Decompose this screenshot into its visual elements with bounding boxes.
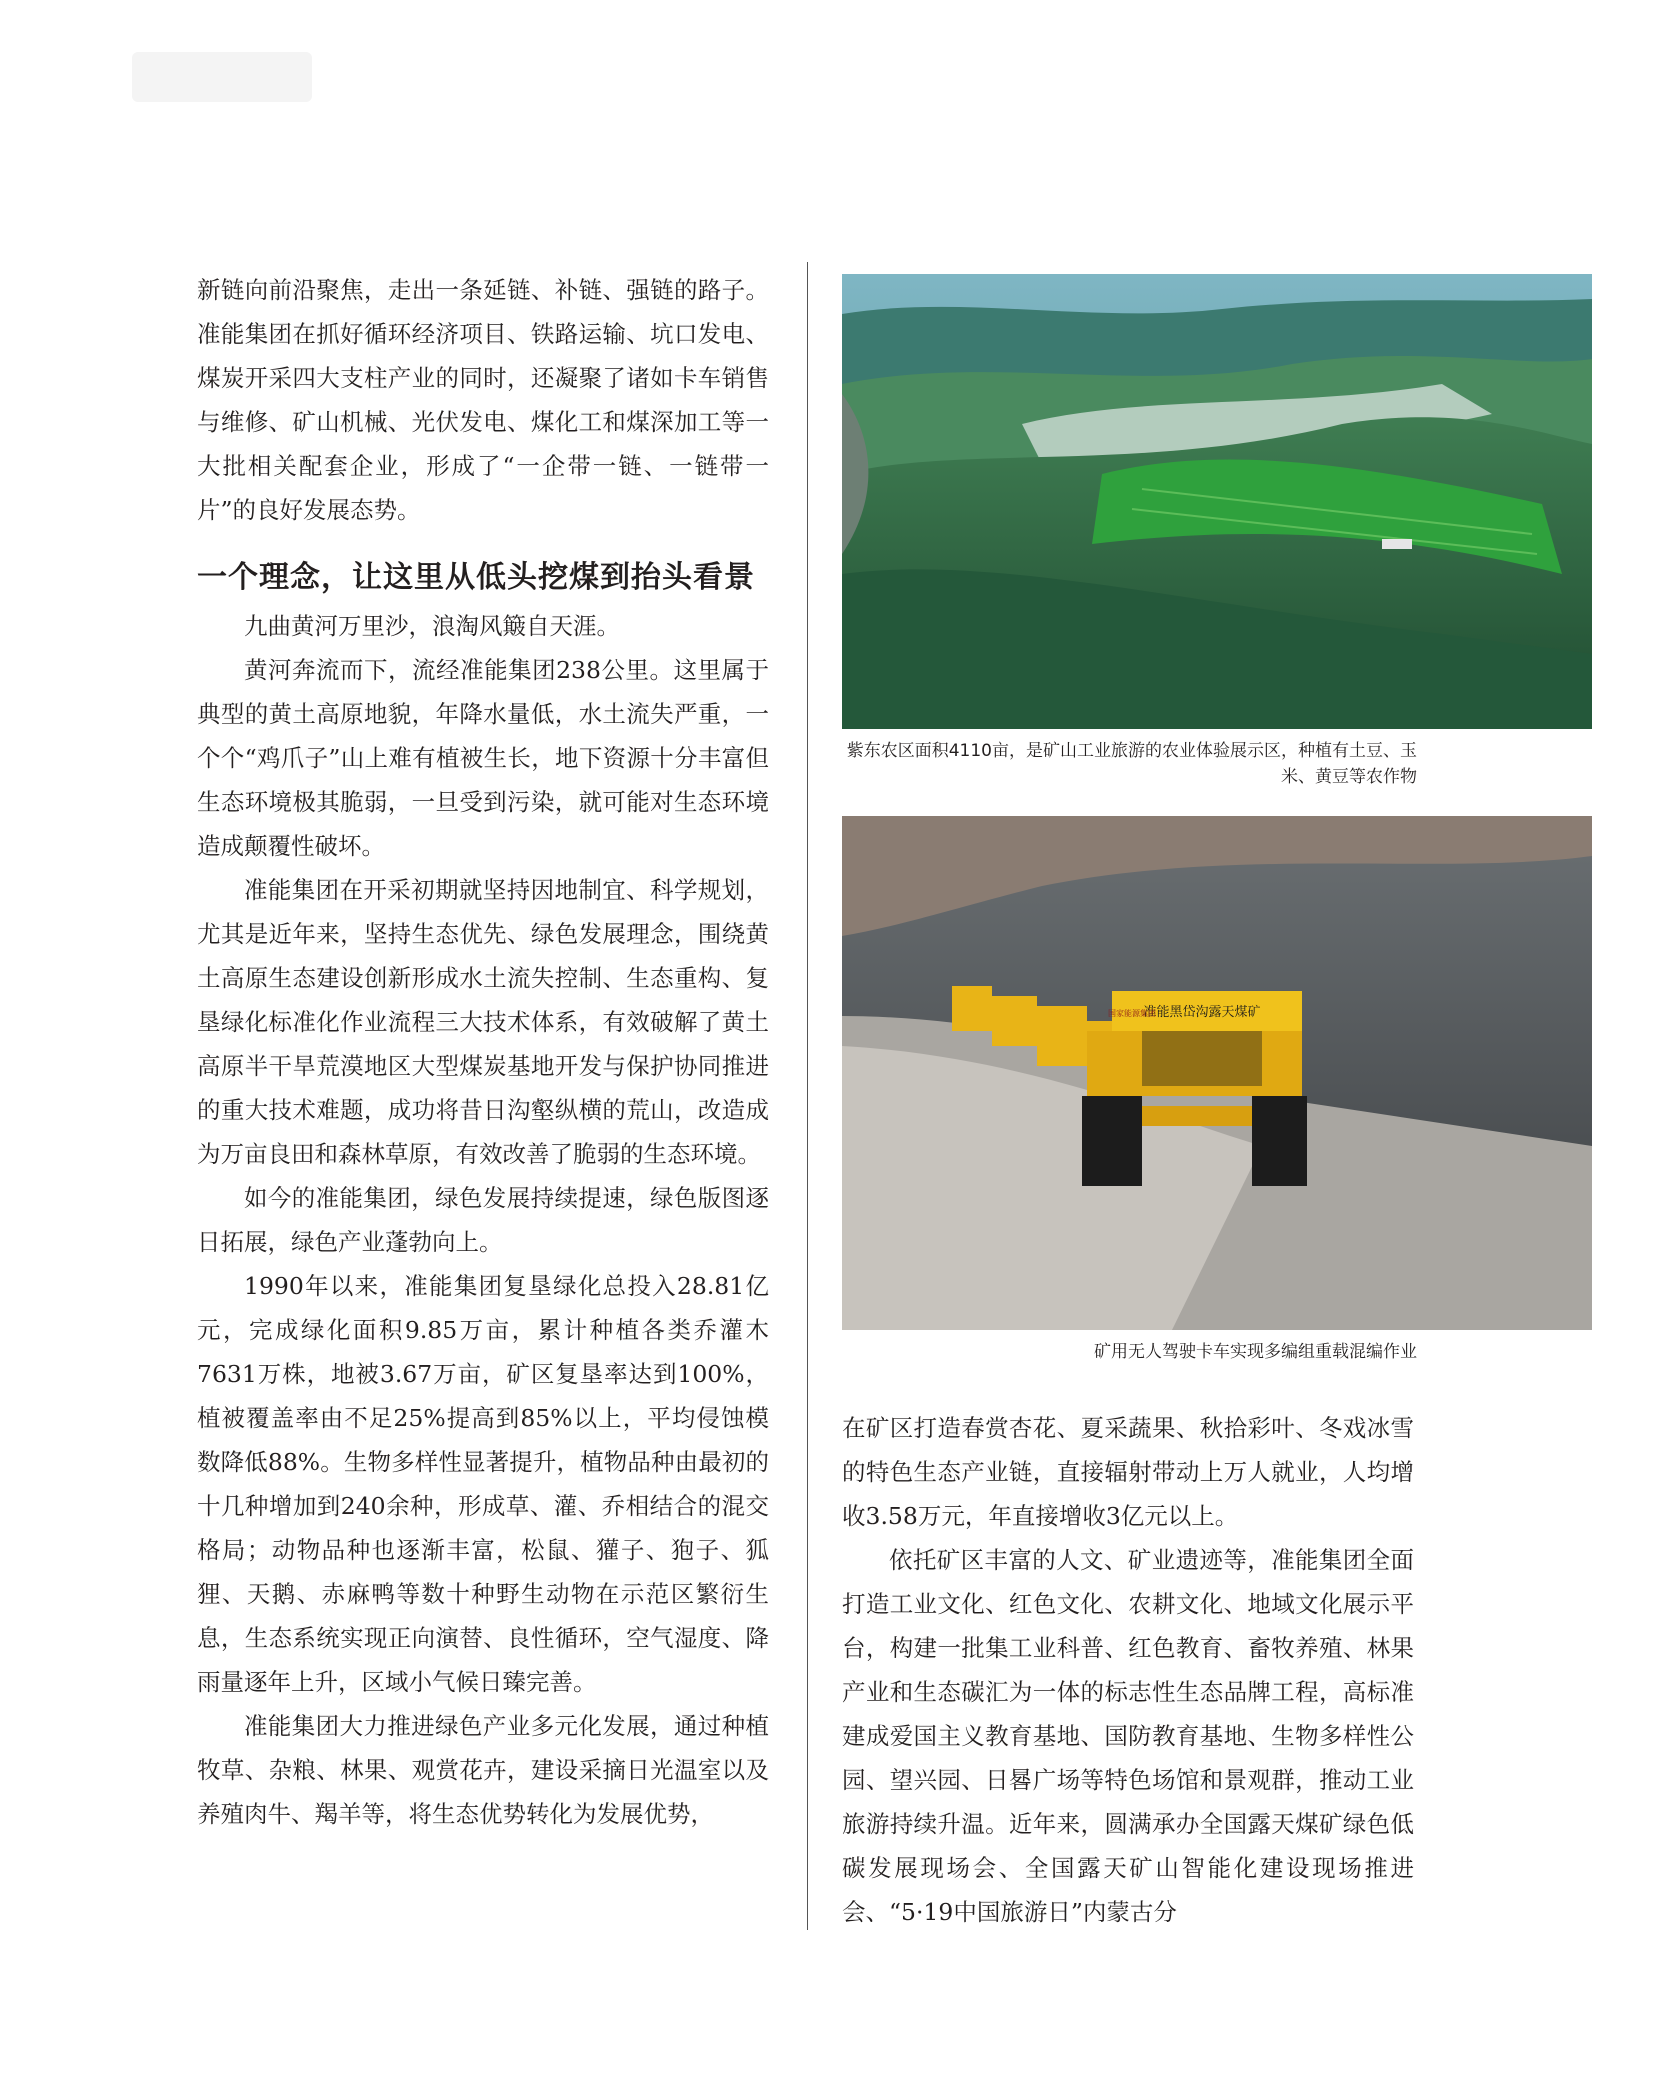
column-divider xyxy=(807,262,808,1930)
farmland-aerial-photo xyxy=(842,274,1592,729)
header-mark xyxy=(132,52,312,102)
truck-sign-text: 准能黑岱沟露天煤矿 xyxy=(1143,1005,1261,1020)
paragraph-8: 依托矿区丰富的人文、矿业遗迹等，准能集团全面打造工业文化、红色文化、农耕文化、地域文化展示平台，构建一批集工业科普、红色教育、畜牧养殖、林果产业和生态碳汇为一体的标志性生态品牌工程，高标准建成爱国主义教育基地、国防教育基地、生物多样性公园、望兴园、日晷广场等特色场馆和景观群，推动工业旅游持续升温。近年来，圆满承办全国露天煤矿绿色低碳发展现场会、全国露天矿山智能化建设现场推进会、“5·19中国旅游日”内蒙古分 xyxy=(842,1546,1414,1926)
paragraph-6: 准能集团大力推进绿色产业多元化发展，通过种植牧草、杂粮、林果、观赏花卉，建设采摘日光温室以及养殖肉牛、羯羊等，将生态优势转化为发展优势， xyxy=(197,1712,769,1828)
paragraph-1: 九曲黄河万里沙，浪淘风簸自天涯。 xyxy=(244,612,620,640)
paragraph-5: 1990年以来，准能集团复垦绿化总投入28.81亿元，完成绿化面积9.85万亩，累计种植各类乔灌木7631万株，地被3.67万亩，矿区复垦率达到100%，植被覆盖率由不足25%提高到85%以上，平均侵蚀模数降低88%。生物多样性显著提升，植物品种由最初的十几种增加到240余种，形成草、灌、乔相结合的混交格局；动物品种也逐渐丰富，松鼠、獾子、狍子、狐狸、天鹅、赤麻鸭等数十种野生动物在示范区繁衍生息，生态系统实现正向演替、良性循环，空气湿度、降雨量逐年上升，区域小气候日臻完善。 xyxy=(197,1272,769,1696)
photo-caption-1: 紫东农区面积4110亩，是矿山工业旅游的农业体验展示区，种植有土豆、玉米、黄豆等农作物 xyxy=(846,741,1417,787)
mining-trucks-photo xyxy=(842,816,1592,1330)
left-column xyxy=(197,268,769,1836)
truck-brand-text: 国家能源集团 xyxy=(1108,1009,1156,1018)
paragraph-3: 准能集团在开采初期就坚持因地制宜、科学规划，尤其是近年来，坚持生态优先、绿色发展理念，围绕黄土高原生态建设创新形成水土流失控制、生态重构、复垦绿化标准化作业流程三大技术体系，有效破解了黄土高原半干旱荒漠地区大型煤炭基地开发与保护协同推进的重大技术难题，成功将昔日沟壑纵横的荒山，改造成为万亩良田和森林草原，有效改善了脆弱的生态环境。 xyxy=(197,876,769,1168)
section-heading: 一个理念，让这里从低头挖煤到抬头看景 xyxy=(197,560,755,595)
paragraph-7: 在矿区打造春赏杏花、夏采蔬果、秋拾彩叶、冬戏冰雪的特色生态产业链，直接辐射带动上万人就业，人均增收3.58万元，年直接增收3亿元以上。 xyxy=(842,1414,1414,1530)
right-column-text xyxy=(842,1406,1414,1934)
intro-paragraph: 新链向前沿聚焦，走出一条延链、补链、强链的路子。准能集团在抓好循环经济项目、铁路运输、坑口发电、煤炭开采四大支柱产业的同时，还凝聚了诸如卡车销售与维修、矿山机械、光伏发电、煤化工和煤深加工等一大批相关配套企业，形成了“一企带一链、一链带一片”的良好发展态势。 xyxy=(197,276,769,524)
paragraph-4: 如今的准能集团，绿色发展持续提速，绿色版图逐日拓展，绿色产业蓬勃向上。 xyxy=(197,1184,769,1256)
photo-caption-2: 矿用无人驾驶卡车实现多编组重载混编作业 xyxy=(1094,1342,1417,1362)
paragraph-2: 黄河奔流而下，流经准能集团238公里。这里属于典型的黄土高原地貌，年降水量低，水土流失严重，一个个“鸡爪子”山上难有植被生长，地下资源十分丰富但生态环境极其脆弱，一旦受到污染，就可能对生态环境造成颠覆性破坏。 xyxy=(197,656,769,860)
